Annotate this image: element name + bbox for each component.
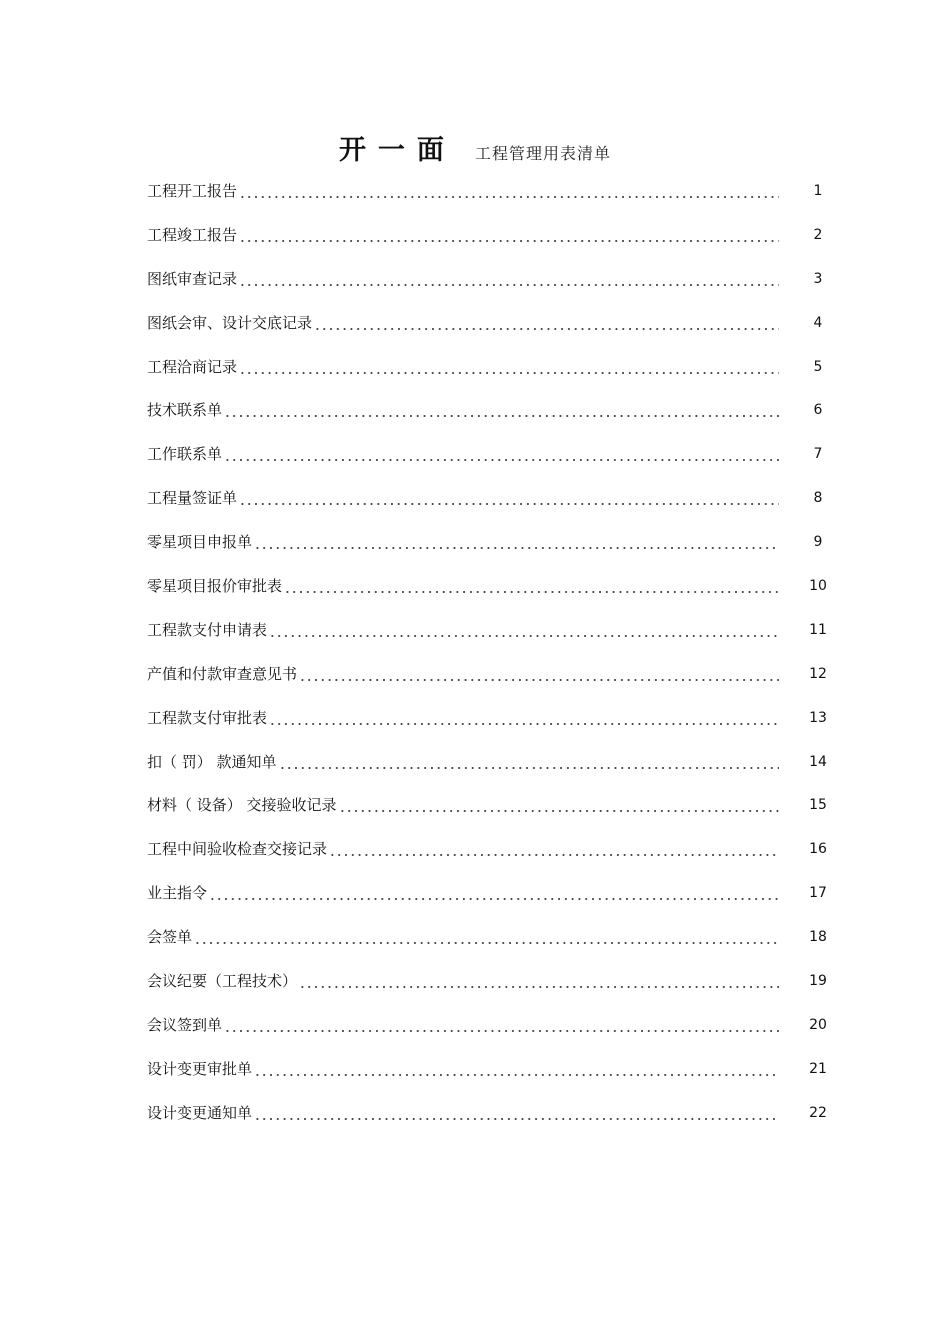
toc-entry: [147, 792, 837, 836]
dot-leader: [339, 794, 779, 816]
toc-entry: [147, 749, 837, 793]
dot-leader: [269, 619, 779, 641]
toc-entry-page: 15: [809, 797, 827, 814]
toc-entry-title: 图纸审查记录: [147, 269, 238, 288]
dot-leader: [279, 751, 779, 773]
dot-leader: [284, 575, 779, 597]
toc-entry-title: 工程款支付申请表: [147, 620, 268, 639]
toc-entry: [147, 924, 837, 968]
toc-entry-page: 18: [809, 929, 827, 946]
toc-entry-page: 3: [813, 270, 823, 287]
dot-leader: [224, 399, 779, 421]
dot-leader: [239, 268, 779, 290]
dot-leader: [269, 707, 779, 729]
toc-entry-title: 业主指令: [147, 884, 208, 903]
dot-leader: [239, 356, 779, 378]
toc-entry: [147, 485, 837, 529]
toc-entry-title: 产值和付款审查意见书: [147, 664, 298, 683]
toc-entry: [147, 529, 837, 573]
dot-leader: [254, 1102, 779, 1124]
toc-entry-page: 16: [809, 841, 827, 858]
toc-entry-title: 工程洽商记录: [147, 357, 238, 376]
toc-entry: [147, 573, 837, 617]
toc-entry-page: 17: [809, 885, 827, 902]
toc-entry: [147, 222, 837, 266]
dot-leader: [239, 487, 779, 509]
toc-entry-page: 11: [809, 621, 827, 638]
toc-entry-title: 零星项目申报单: [147, 533, 253, 552]
dot-leader: [314, 312, 779, 334]
dot-leader: [224, 443, 779, 465]
heading-main: 开一面: [338, 135, 456, 166]
toc-entry-title: 技术联系单: [147, 401, 223, 420]
toc-entry-page: 20: [809, 1016, 827, 1033]
toc-entry: [147, 266, 837, 310]
page-heading: [0, 128, 950, 167]
toc-entry: [147, 661, 837, 705]
toc-entry-title: 工作联系单: [147, 445, 223, 464]
toc-entry-page: 10: [809, 578, 827, 595]
heading-subtitle: 工程管理用表清单: [475, 144, 612, 163]
toc-entry-title: 会签单: [147, 928, 193, 947]
toc-entry-page: 21: [809, 1060, 827, 1077]
toc-entry-title: 工程量签证单: [147, 489, 238, 508]
toc-entry: [147, 705, 837, 749]
toc-entry-title: 会议纪要（工程技术）: [147, 972, 298, 991]
toc-entry-page: 7: [813, 446, 823, 463]
dot-leader: [299, 663, 779, 685]
toc-entry: [147, 397, 837, 441]
toc-entry-title: 图纸会审、设计交底记录: [147, 313, 313, 332]
toc-entry-title: 材料（ 设备） 交接验收记录: [147, 796, 337, 815]
toc-entry: [147, 1012, 837, 1056]
toc-entry-page: 2: [813, 226, 823, 243]
toc-entry-page: 22: [809, 1104, 827, 1121]
toc-entry-title: 工程开工报告: [147, 182, 238, 200]
toc-entry-title: 会议签到单: [147, 1015, 223, 1034]
dot-leader: [239, 180, 779, 202]
toc-entry: [147, 178, 837, 222]
toc-entry-title: 设计变更审批单: [147, 1059, 253, 1078]
toc-entry-page: 8: [813, 490, 823, 507]
toc-entry-page: 6: [813, 402, 823, 419]
toc-entry: [147, 836, 837, 880]
dot-leader: [299, 970, 779, 992]
toc-entry: [147, 968, 837, 1012]
dot-leader: [194, 926, 779, 948]
toc-entry-page: 9: [813, 534, 823, 551]
toc-entry: [147, 354, 837, 398]
toc-entry-title: 工程竣工报告: [147, 225, 238, 244]
toc-entry-page: 12: [809, 665, 827, 682]
toc-entry-title: 设计变更通知单: [147, 1103, 253, 1122]
toc-entry: [147, 1100, 837, 1144]
toc-entry-page: 19: [809, 973, 827, 990]
toc-entry-title: 工程款支付审批表: [147, 708, 268, 727]
dot-leader: [239, 224, 779, 246]
dot-leader: [209, 882, 779, 904]
toc-entry: [147, 441, 837, 485]
toc-entry: [147, 1056, 837, 1100]
toc-entry-page: 14: [809, 753, 827, 770]
dot-leader: [254, 531, 779, 553]
toc-entry-title: 工程中间验收检查交接记录: [147, 840, 328, 859]
toc-entry-title: 扣（ 罚） 款通知单: [147, 752, 277, 771]
toc-entry-page: 4: [813, 314, 823, 331]
dot-leader: [329, 838, 779, 860]
dot-leader: [224, 1014, 779, 1036]
toc-entry: [147, 617, 837, 661]
toc-entry: [147, 310, 837, 354]
dot-leader: [254, 1058, 779, 1080]
toc-entry-page: 13: [809, 709, 827, 726]
toc-entry-page: 5: [813, 358, 823, 375]
toc-entry-page: 1: [813, 183, 823, 199]
toc-entry-title: 零星项目报价审批表: [147, 577, 283, 596]
table-of-contents: [147, 178, 837, 1144]
toc-entry: [147, 880, 837, 924]
